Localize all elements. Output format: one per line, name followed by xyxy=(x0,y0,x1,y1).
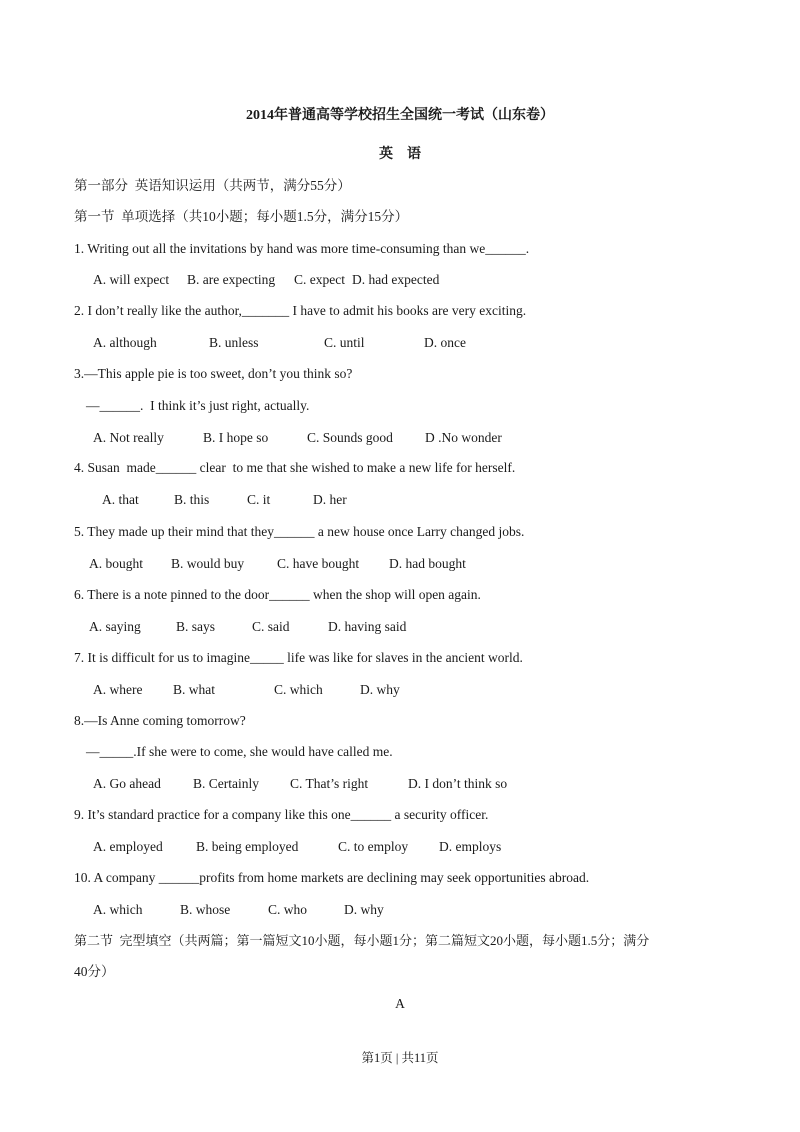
option-d: D. why xyxy=(360,682,400,697)
option-b: B. would buy xyxy=(171,556,245,571)
option-d: D. I don’t think so xyxy=(408,776,508,791)
section-two-heading: 第二节 完型填空（共两篇；第一篇短文10小题，每小题1分；第二篇短文20小题，每小题1.5分；满分 xyxy=(74,933,650,948)
question-stem: 7. It is difficult for us to imagine_____ life was like for slaves in the ancient world. xyxy=(74,650,523,665)
question-stem: 9. It’s standard practice for a company like this one______ a security officer. xyxy=(74,807,489,822)
question-stem: 3.—This apple pie is too sweet, don’t you think so? xyxy=(74,366,353,381)
option-b: B. being employed xyxy=(196,839,299,854)
option-d: D. had bought xyxy=(389,556,466,571)
option-b: B. whose xyxy=(180,902,231,917)
option-a: A. bought xyxy=(89,556,143,571)
section-two-heading-cont: 40分） xyxy=(74,964,115,979)
option-c: C. Sounds good xyxy=(307,430,393,445)
passage-label: A xyxy=(395,996,405,1011)
question-stem: 4. Susan made______ clear to me that she wished to make a new life for herself. xyxy=(74,460,516,475)
question-response: —_____.If she were to come, she would have called me. xyxy=(86,744,393,759)
question-stem: 2. I don’t really like the author,_______ I have to admit his books are very exciting. xyxy=(74,303,527,318)
option-b: B. I hope so xyxy=(203,430,269,445)
option-a: A. although xyxy=(93,335,157,350)
option-b: B. what xyxy=(173,682,215,697)
part-one-heading: 第一部分 英语知识运用（共两节，满分55分） xyxy=(74,178,351,193)
option-c: C. who xyxy=(268,902,308,917)
option-a: A. where xyxy=(93,682,143,697)
option-a: A. employed xyxy=(93,839,163,854)
subject-heading: 英 语 xyxy=(379,147,421,162)
question-stem: 8.—Is Anne coming tomorrow? xyxy=(74,713,246,728)
option-b: B. are expecting xyxy=(187,272,276,287)
section-one-heading: 第一节 单项选择（共10小题；每小题1.5分，满分15分） xyxy=(74,209,409,224)
option-b: B. this xyxy=(174,492,210,507)
option-c: C. until xyxy=(324,335,365,350)
option-c: C. it xyxy=(247,492,271,507)
option-a: A. that xyxy=(102,492,139,507)
option-b: B. says xyxy=(176,619,216,634)
option-d: D. once xyxy=(424,335,466,350)
option-c: C. have bought xyxy=(277,556,360,571)
option-a: A. will expect xyxy=(93,272,170,287)
option-c: C. said xyxy=(252,619,290,634)
option-b: B. Certainly xyxy=(193,776,259,791)
option-a: A. Go ahead xyxy=(93,776,161,791)
option-c: C. which xyxy=(274,682,323,697)
question-stem: 5. They made up their mind that they______ a new house once Larry changed jobs. xyxy=(74,524,525,539)
option-a: A. saying xyxy=(89,619,141,634)
option-d: D. employs xyxy=(439,839,502,854)
option-c: C. expect xyxy=(294,272,345,287)
option-d: D .No wonder xyxy=(425,430,502,445)
option-d: D. having said xyxy=(328,619,407,634)
option-d: D. her xyxy=(313,492,347,507)
option-b: B. unless xyxy=(209,335,259,350)
question-stem: 1. Writing out all the invitations by hand was more time-consuming than we______. xyxy=(74,241,530,256)
option-d: D. why xyxy=(344,902,384,917)
question-stem: 10. A company ______profits from home markets are declining may seek opportunities abroad. xyxy=(74,870,590,885)
question-stem: 6. There is a note pinned to the door______ when the shop will open again. xyxy=(74,587,481,602)
option-a: A. which xyxy=(93,902,143,917)
option-d: D. had expected xyxy=(352,272,440,287)
page-title: 2014年普通高等学校招生全国统一考试（山东卷） xyxy=(246,108,554,123)
page-footer: 第1页 | 共11页 xyxy=(361,1051,439,1065)
question-response: —______. I think it’s just right, actually. xyxy=(86,398,310,413)
option-a: A. Not really xyxy=(93,430,164,445)
option-c: C. That’s right xyxy=(290,776,369,791)
option-c: C. to employ xyxy=(338,839,409,854)
